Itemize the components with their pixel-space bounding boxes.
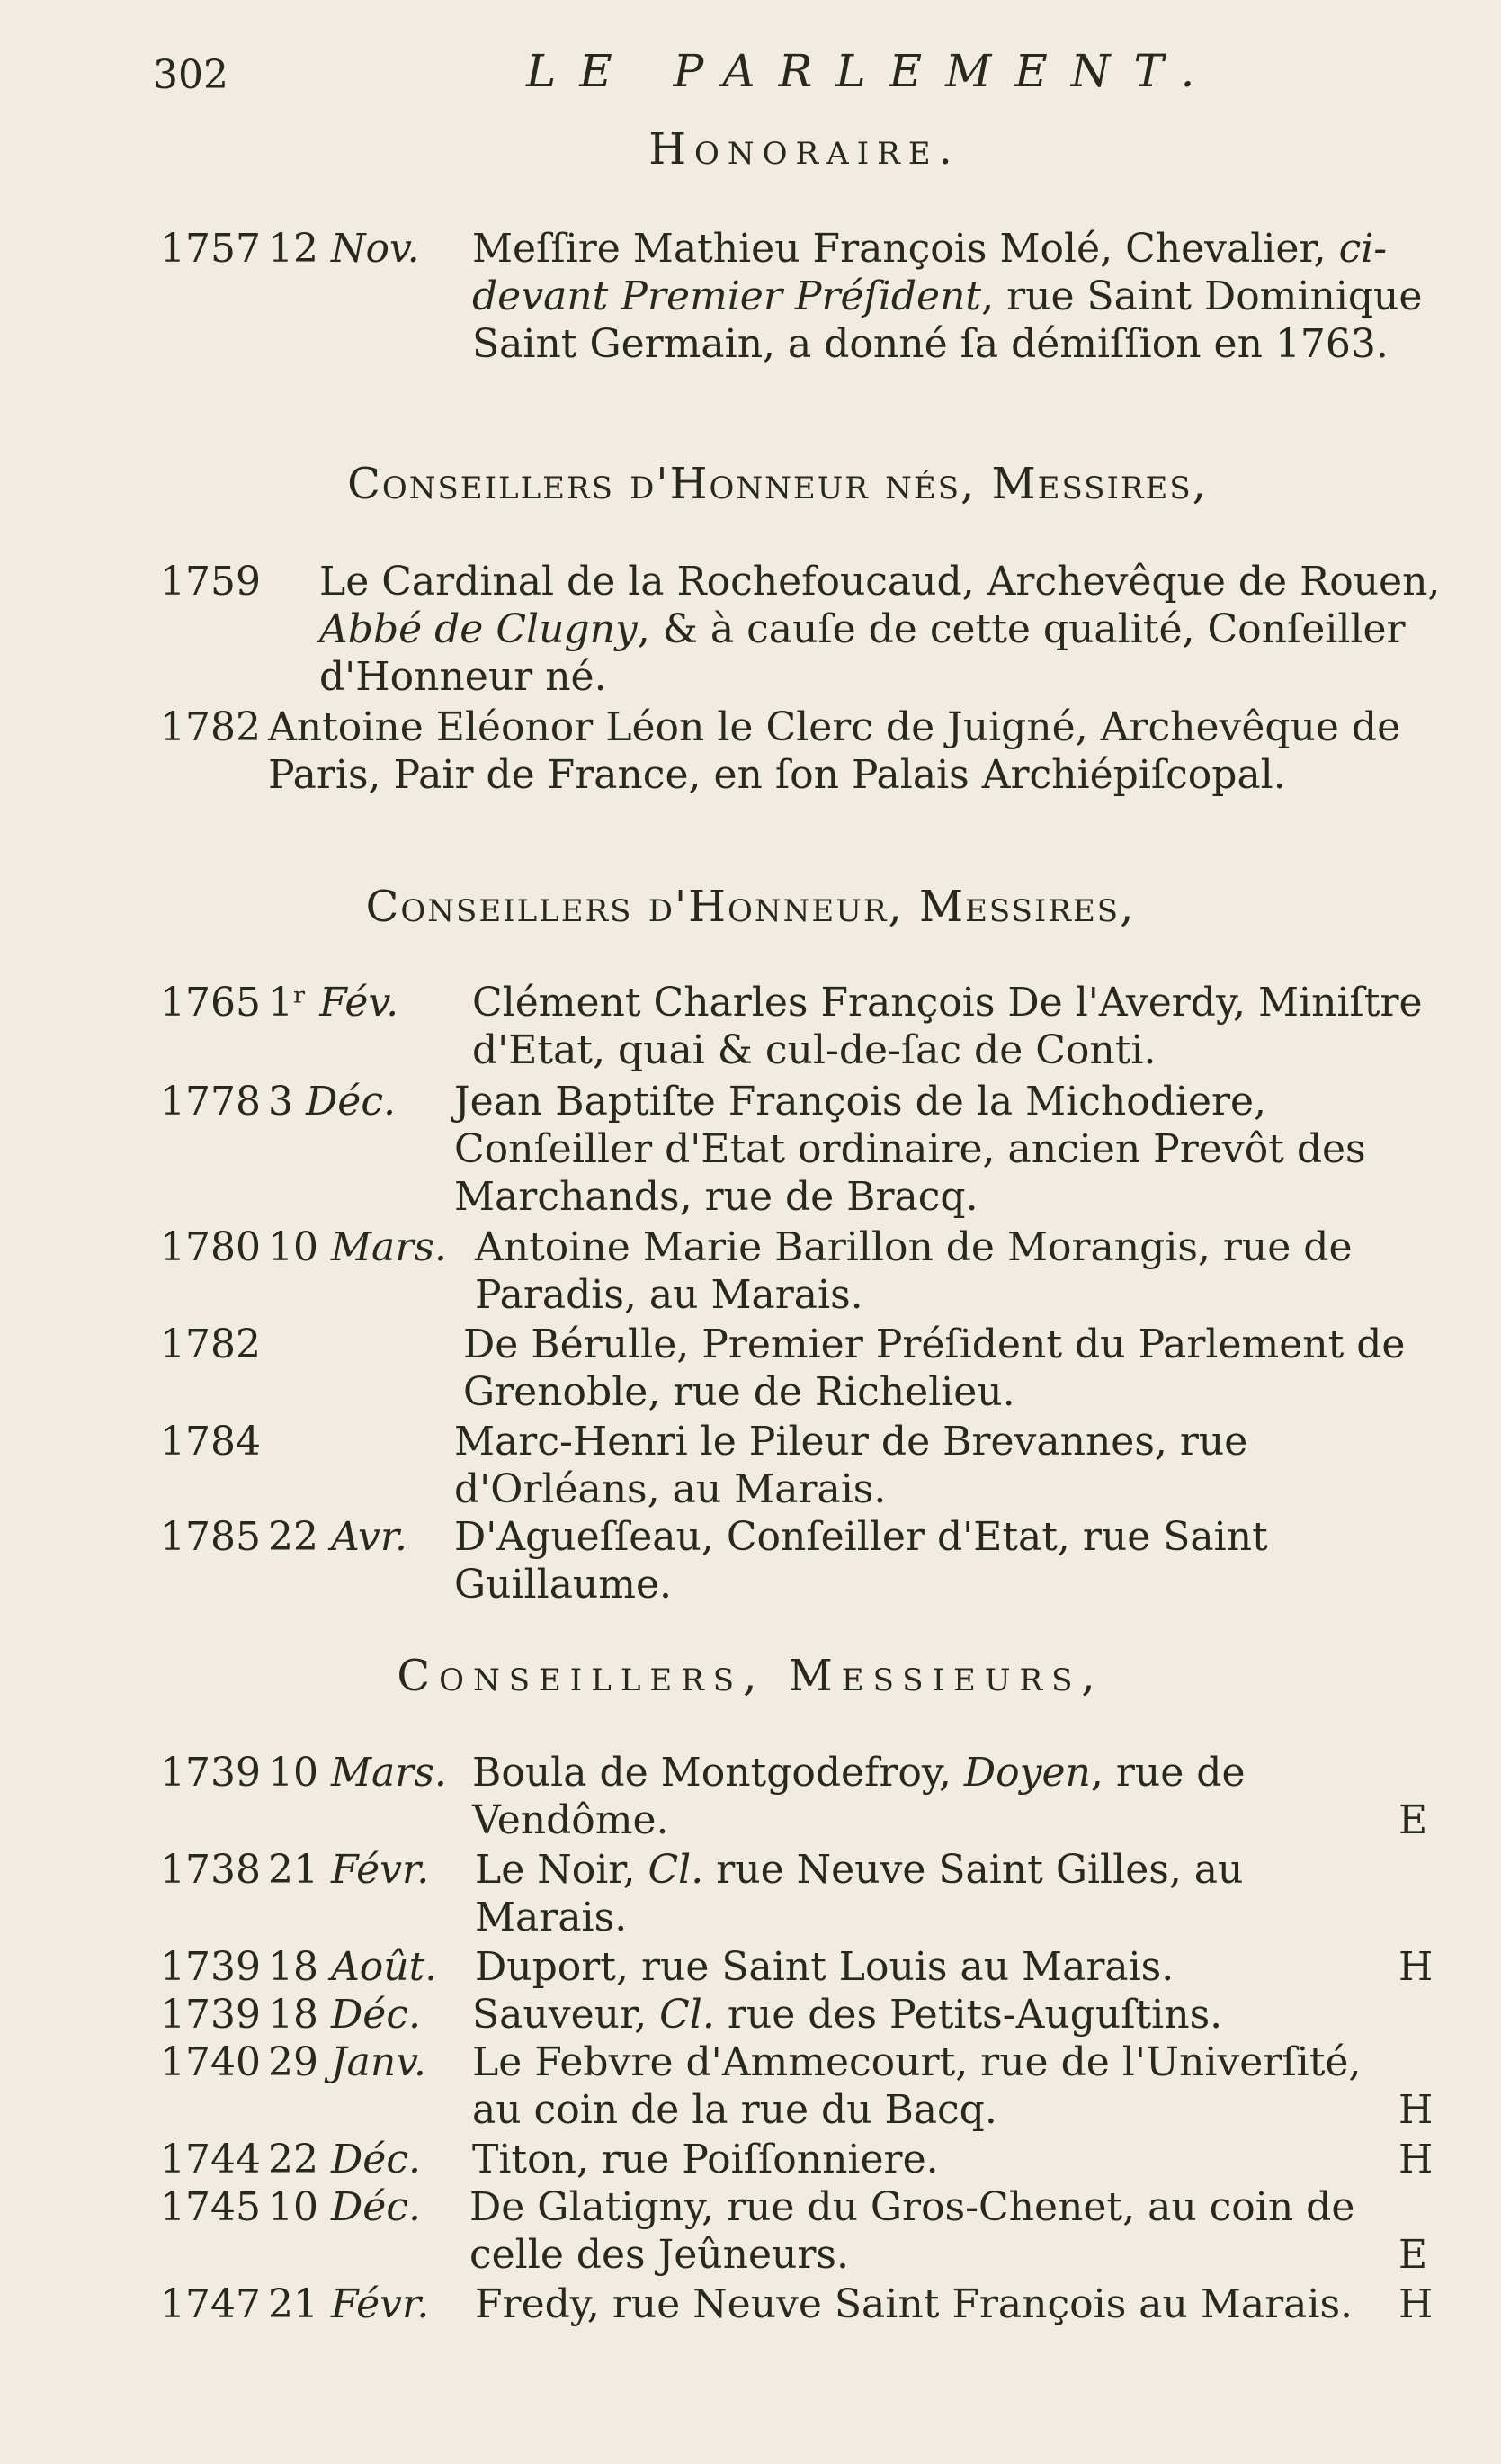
entry-mark: E [1398, 1797, 1428, 1843]
page-number: 302 [153, 52, 228, 98]
entry-day: 22 [268, 2137, 318, 2182]
entry-mark: H [1398, 1944, 1434, 1990]
entry-title: Cl. [648, 1847, 704, 1893]
entry-month: Avr. [331, 1514, 408, 1560]
entry-day: 18 [268, 1992, 318, 2038]
entry-year: 1759 [160, 559, 261, 605]
entry-title: ci-devant Premier Préſident [472, 226, 1388, 319]
entry-month: Mars. [331, 1750, 447, 1796]
entry-date [268, 2183, 421, 2231]
entry-text-part: rue des Petits-Auguſtins. [714, 1992, 1223, 2038]
entry-year: 1739 [160, 1750, 261, 1796]
entry-text [420, 225, 1443, 368]
section-heading-conseillers: Conseillers, Messieurs, [397, 1651, 1104, 1701]
entry-day: 21 [268, 2281, 318, 2327]
entry-mark: H [1398, 2281, 1434, 2327]
entry-text [472, 1749, 1371, 1844]
entry-text: Antoine Marie Barillon de Morangis, rue de Paradis, au Marais. [475, 1224, 1353, 1318]
entry-year: 1784 [160, 1419, 261, 1465]
entry-date [268, 1078, 396, 1125]
entry-text: Clément Charles François De l'Averdy, Miniſtre d'Etat, quai & cul-de-ſac de Conti. [472, 980, 1423, 1073]
entry-year: 1782 [160, 704, 261, 750]
entry-day: 10 [268, 2184, 318, 2230]
entry-date [268, 2136, 421, 2183]
entry-year: 1778 [160, 1079, 261, 1124]
entry-text-part: Boula de Montgodefroy, [472, 1750, 952, 1796]
entry-date [268, 1846, 429, 1894]
entry-year: 1738 [160, 1847, 261, 1893]
entry-date [268, 1513, 407, 1561]
entry-date [268, 2038, 426, 2086]
entry-month: Déc. [306, 1079, 396, 1124]
entry-text-part: Le Cardinal de la Rochefoucaud, Archevêque de Rouen, [319, 559, 1441, 605]
entry-year: 1745 [160, 2184, 261, 2230]
entry-text: De Glatigny, rue du Gros-Chenet, au coin de celle des Jeûneurs. [469, 2184, 1355, 2278]
entry-date [268, 225, 420, 273]
entry-text: Marc-Henri le Pileur de Brevannes, rue d'Orléans, au Marais. [454, 1419, 1248, 1512]
entry-day: 10 [268, 1224, 318, 1270]
entry-day: 29 [268, 2039, 318, 2085]
entry-date [268, 2280, 429, 2328]
entry-text-part: , & à cauſe de cette qualité, Conſeiller d'Honneur né. [319, 606, 1406, 700]
section-heading-conseillers-nes: Conseillers d'Honneur nés, Messires, [347, 459, 1208, 509]
entry-text: Titon, rue Poiſſonniere. [472, 2137, 939, 2182]
entry-year: 1739 [160, 1944, 261, 1990]
entry-month: Janv. [331, 2039, 426, 2085]
entry-month: Nov. [331, 226, 420, 272]
entry-text-part: Le Noir, [475, 1847, 636, 1893]
entry-date [268, 1943, 437, 1991]
entry-text-part: , rue Saint Dominique Saint Germain, a donné ſa démiſſion en 1763. [472, 273, 1423, 367]
entry-text: Le Febvre d'Ammecourt, rue de l'Univerſité, au coin de la rue du Bacq. [472, 2039, 1362, 2133]
entry-text: Duport, rue Saint Louis au Marais. [475, 1944, 1175, 1990]
entry-date [268, 1749, 447, 1796]
entry-month: Févr. [331, 1847, 430, 1893]
entry-day: 3 [268, 1079, 293, 1124]
entry-text [319, 558, 1454, 701]
entry-month: Août. [331, 1944, 438, 1990]
entry-text: D'Agueſſeau, Conſeiller d'Etat, rue Saint Guillaume. [454, 1514, 1268, 1608]
entry-text-part: rue Neuve Saint Gilles, au Marais. [475, 1847, 1244, 1940]
section-heading-honoraire: Honoraire. [648, 124, 960, 175]
entry-text-part: Meſſire Mathieu François Molé, Chevalier, [472, 226, 1327, 272]
entry-text-part: , rue de Vendôme. [472, 1750, 1246, 1843]
entry-year: 1780 [160, 1224, 261, 1270]
entry-day: 10 [268, 1750, 318, 1796]
entry-text: Jean Baptiſte François de la Michodiere, Conſeiller d'Etat ordinaire, ancien Prevôt des Marchands, rue de Bracq. [454, 1079, 1366, 1220]
entry-month: Déc. [331, 2184, 421, 2230]
entry-title: Cl. [659, 1992, 715, 2038]
entry-month: Fév. [319, 980, 399, 1026]
entry-year: 1757 [160, 226, 261, 272]
entry-text-part: Sauveur, [472, 1992, 648, 2038]
entry-day: 1ʳ [268, 980, 308, 1026]
entry-title: Abbé de Clugny [319, 606, 638, 652]
entry-day: 21 [268, 1847, 318, 1893]
entry-year: 1782 [160, 1322, 261, 1367]
entry-year: 1765 [160, 980, 261, 1026]
entry-year: 1740 [160, 2039, 261, 2085]
entry-text: Fredy, rue Neuve Saint François au Marais. [475, 2281, 1354, 2327]
entry-mark: H [1398, 2137, 1434, 2182]
entry-date [268, 979, 398, 1026]
entry-month: Déc. [331, 2137, 421, 2182]
entry-month: Déc. [331, 1992, 421, 2038]
entry-date [268, 1991, 421, 2038]
entry-month: Mars. [331, 1224, 447, 1270]
entry-year: 1747 [160, 2281, 261, 2327]
entry-year: 1744 [160, 2137, 261, 2182]
entry-day: 12 [268, 226, 318, 272]
entry-text [472, 1991, 1380, 2038]
section-heading-conseillers-honneur: Conseillers d'Honneur, Messires, [365, 882, 1136, 932]
entry-year: 1739 [160, 1992, 261, 2038]
entry-date [268, 1223, 447, 1271]
entry-month: Févr. [331, 2281, 430, 2327]
entry-text: De Bérulle, Premier Préſident du Parlement de Grenoble, rue de Richelieu. [463, 1322, 1406, 1415]
entry-day: 22 [268, 1514, 318, 1560]
entry-text [475, 1846, 1374, 1941]
entry-mark: H [1398, 2087, 1434, 2133]
entry-day: 18 [268, 1944, 318, 1990]
entry-year: 1785 [160, 1514, 261, 1560]
entry-text: Antoine Eléonor Léon le Clerc de Juigné, Archevêque de Paris, Pair de France, en ſon Palais Archiépiſcopal. [268, 704, 1401, 798]
entry-title: Doyen [963, 1750, 1091, 1796]
running-head: LE PARLEMENT. [526, 45, 1219, 97]
entry-mark: E [1398, 2232, 1428, 2278]
